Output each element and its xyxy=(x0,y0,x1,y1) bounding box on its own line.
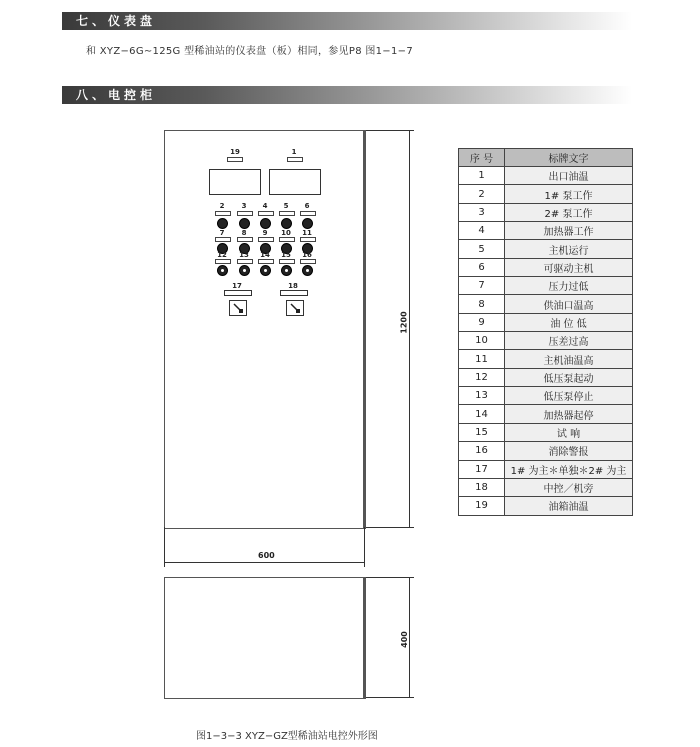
row-no: 16 xyxy=(459,442,505,460)
label-11: 11 xyxy=(302,229,312,237)
dim-line-400 xyxy=(409,577,410,697)
row-text: 可驱动主机 xyxy=(505,258,633,276)
selector-switch-18 xyxy=(286,300,304,316)
row-no: 17 xyxy=(459,460,505,478)
push-button xyxy=(239,265,250,276)
row-text: 2# 泵工作 xyxy=(505,203,633,221)
push-button xyxy=(217,265,228,276)
label-3: 3 xyxy=(241,202,247,210)
label-14: 14 xyxy=(260,251,270,259)
table-row xyxy=(459,423,633,441)
label-5: 5 xyxy=(283,202,289,210)
label-2: 2 xyxy=(219,202,225,210)
selector-icon xyxy=(287,301,303,315)
table-row xyxy=(459,222,633,240)
dim-1200: 1200 xyxy=(399,311,409,334)
label-13: 13 xyxy=(239,251,249,259)
row-text: 低压泵停止 xyxy=(505,387,633,405)
row-text: 加热器工作 xyxy=(505,222,633,240)
row-text: 消除警报 xyxy=(505,442,633,460)
row-no: 11 xyxy=(459,350,505,368)
row-no: 2 xyxy=(459,185,505,203)
plate-10 xyxy=(279,237,295,242)
row-no: 4 xyxy=(459,222,505,240)
dim-400: 400 xyxy=(399,631,409,648)
table-row xyxy=(459,442,633,460)
section-8-header xyxy=(62,86,632,104)
push-button xyxy=(281,265,292,276)
plate-11 xyxy=(300,237,316,242)
header-text: 标牌文字 xyxy=(505,149,633,167)
table-row xyxy=(459,497,633,515)
dim-ext-top xyxy=(366,130,414,131)
oil-tank-temp-meter xyxy=(209,169,261,195)
table-row xyxy=(459,478,633,496)
plate-16 xyxy=(300,259,316,264)
indicator-lamp xyxy=(260,218,271,229)
section-7-title: 七、仪表盘 xyxy=(76,14,157,28)
dim-ext-lower-top xyxy=(366,577,414,578)
table-row xyxy=(459,240,633,258)
plate-14 xyxy=(258,259,274,264)
table-row xyxy=(459,460,633,478)
cabinet-side-edge xyxy=(363,130,365,528)
label-9: 9 xyxy=(262,229,268,237)
plate-9 xyxy=(258,237,274,242)
row-no: 1 xyxy=(459,167,505,185)
row-no: 10 xyxy=(459,332,505,350)
label-18: 18 xyxy=(288,282,298,290)
dim-600: 600 xyxy=(258,551,275,560)
indicator-lamp xyxy=(302,218,313,229)
table-row xyxy=(459,258,633,276)
dim-ext-left xyxy=(164,527,165,567)
table-row xyxy=(459,277,633,295)
push-button xyxy=(302,265,313,276)
dim-ext-bottom xyxy=(366,527,414,528)
section-7-text: 和 XYZ−6G∼125G 型稀油站的仪表盘（板）相同，参见P8 图1−1−7 xyxy=(86,46,413,57)
plate-7 xyxy=(215,237,231,242)
section-7-header xyxy=(62,12,632,30)
plate-13 xyxy=(237,259,253,264)
plate-5 xyxy=(279,211,295,216)
table-row xyxy=(459,405,633,423)
row-no: 9 xyxy=(459,313,505,331)
label-10: 10 xyxy=(281,229,291,237)
dim-line-600 xyxy=(164,562,364,563)
row-text: 低压泵起动 xyxy=(505,368,633,386)
table-row xyxy=(459,368,633,386)
plate-17 xyxy=(224,290,252,296)
section-8-title: 八、电控柜 xyxy=(76,88,157,102)
table-header-row xyxy=(459,149,633,167)
push-button xyxy=(260,265,271,276)
row-no: 18 xyxy=(459,478,505,496)
table-row xyxy=(459,350,633,368)
row-text: 1# 泵工作 xyxy=(505,185,633,203)
plate-15 xyxy=(279,259,295,264)
row-no: 8 xyxy=(459,295,505,313)
row-no: 19 xyxy=(459,497,505,515)
selector-icon xyxy=(230,301,246,315)
dim-ext-right xyxy=(364,527,365,567)
row-text: 油 位 低 xyxy=(505,313,633,331)
row-no: 7 xyxy=(459,277,505,295)
row-no: 12 xyxy=(459,368,505,386)
plate-3 xyxy=(237,211,253,216)
row-text: 试 响 xyxy=(505,423,633,441)
row-text: 出口油温 xyxy=(505,167,633,185)
table-row xyxy=(459,332,633,350)
label-4: 4 xyxy=(262,202,268,210)
plate-1 xyxy=(287,157,303,162)
label-17: 17 xyxy=(232,282,242,290)
table-row xyxy=(459,295,633,313)
table-row xyxy=(459,167,633,185)
header-no: 序 号 xyxy=(459,149,505,167)
label-8: 8 xyxy=(241,229,247,237)
row-no: 5 xyxy=(459,240,505,258)
row-no: 13 xyxy=(459,387,505,405)
cabinet-lower-side-edge xyxy=(363,577,365,698)
plate-8 xyxy=(237,237,253,242)
indicator-lamp xyxy=(239,218,250,229)
row-text: 压力过低 xyxy=(505,277,633,295)
dim-ext-lower-bottom xyxy=(366,697,414,698)
plate-19 xyxy=(227,157,243,162)
row-text: 主机运行 xyxy=(505,240,633,258)
figure-caption: 图1−3−3 XYZ−GZ型稀油站电控外形图 xyxy=(196,731,378,742)
row-no: 3 xyxy=(459,203,505,221)
row-text: 供油口温高 xyxy=(505,295,633,313)
table-row xyxy=(459,203,633,221)
label-7: 7 xyxy=(219,229,225,237)
plate-6 xyxy=(300,211,316,216)
legend-table xyxy=(458,148,633,516)
label-19: 19 xyxy=(230,148,240,156)
plate-2 xyxy=(215,211,231,216)
plate-4 xyxy=(258,211,274,216)
row-text: 中控／机旁 xyxy=(505,478,633,496)
label-12: 12 xyxy=(217,251,227,259)
label-6: 6 xyxy=(304,202,310,210)
row-no: 15 xyxy=(459,423,505,441)
outlet-oil-temp-meter xyxy=(269,169,321,195)
label-1: 1 xyxy=(291,148,297,156)
row-text: 加热器起停 xyxy=(505,405,633,423)
row-text: 1# 为主＊单独＊2# 为主 xyxy=(505,460,633,478)
selector-switch-17 xyxy=(229,300,247,316)
plate-18 xyxy=(280,290,308,296)
indicator-lamp xyxy=(217,218,228,229)
indicator-lamp xyxy=(281,218,292,229)
row-text: 压差过高 xyxy=(505,332,633,350)
table-row xyxy=(459,185,633,203)
table-row xyxy=(459,313,633,331)
cabinet-upper xyxy=(164,130,366,529)
label-15: 15 xyxy=(281,251,291,259)
row-no: 14 xyxy=(459,405,505,423)
row-text: 主机油温高 xyxy=(505,350,633,368)
cabinet-lower xyxy=(164,577,366,699)
dim-line-1200 xyxy=(409,130,410,527)
table-row xyxy=(459,387,633,405)
row-no: 6 xyxy=(459,258,505,276)
row-text: 油箱油温 xyxy=(505,497,633,515)
plate-12 xyxy=(215,259,231,264)
label-16: 16 xyxy=(302,251,312,259)
